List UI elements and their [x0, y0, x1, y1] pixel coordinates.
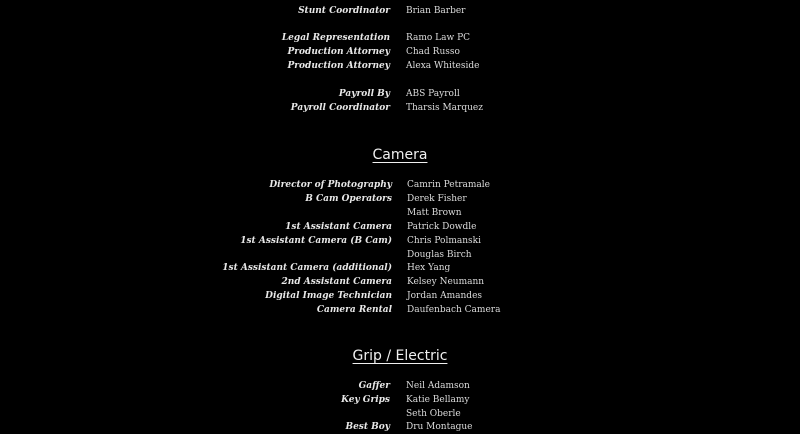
credit-row [0, 234, 800, 248]
credit-role: Gaffer [358, 381, 390, 391]
credit-row [0, 4, 800, 18]
credit-row [0, 261, 800, 275]
credit-row [0, 59, 800, 73]
credit-name: Seth Oberle [406, 409, 461, 419]
credit-row [0, 87, 800, 101]
credit-name: Matt Brown [407, 208, 462, 218]
credit-name: Ramo Law PC [406, 33, 471, 43]
credit-row [0, 393, 800, 407]
credit-role: Digital Image Technician [265, 291, 392, 301]
section-heading-camera: Camera [372, 147, 428, 163]
credit-name: Jordan Amandes [407, 291, 483, 301]
credit-name: Patrick Dowdle [407, 222, 477, 232]
credit-name: ABS Payroll [406, 89, 460, 99]
credit-row [0, 275, 800, 289]
credit-row [0, 178, 800, 192]
credit-name: Camrin Petramale [407, 180, 490, 190]
credit-name: Kelsey Neumann [407, 277, 485, 287]
credit-role: B Cam Operators [305, 194, 392, 204]
credit-role: Best Boy [345, 422, 390, 432]
credit-row [0, 45, 800, 59]
credit-role: Camera Rental [316, 305, 392, 315]
credit-row [0, 303, 800, 317]
credit-name: Brian Barber [406, 6, 466, 16]
credit-name: Douglas Birch [407, 250, 472, 260]
credit-role: Legal Representation [281, 33, 390, 43]
credit-role: Payroll Coordinator [290, 103, 390, 113]
credit-name: Alexa Whiteside [406, 61, 480, 71]
credit-name: Chris Polmanski [407, 236, 481, 246]
credit-role: 2nd Assistant Camera [281, 277, 392, 287]
credit-role: Stunt Coordinator [298, 6, 390, 16]
credit-role: Production Attorney [287, 61, 390, 71]
credit-row [0, 31, 800, 45]
credit-row [0, 220, 800, 234]
credit-name: Derek Fisher [407, 194, 467, 204]
credit-role: Key Grips [341, 395, 390, 405]
credit-name: Chad Russo [406, 47, 460, 57]
credit-role: Production Attorney [287, 47, 390, 57]
credit-name: Katie Bellamy [406, 395, 470, 405]
credit-row [0, 407, 800, 421]
credit-name: Dru Montague [406, 422, 473, 432]
credit-role: 1st Assistant Camera (additional) [222, 263, 392, 273]
section-heading-grip-electric: Grip / Electric [352, 348, 448, 364]
credit-row [0, 101, 800, 115]
credit-row [0, 192, 800, 206]
credit-row [0, 206, 800, 220]
credit-name: Daufenbach Camera [407, 305, 501, 315]
credit-name: Hex Yang [407, 263, 451, 273]
credit-name: Neil Adamson [406, 381, 470, 391]
credit-row [0, 379, 800, 393]
credit-role: Payroll By [338, 89, 390, 99]
credit-role: Director of Photography [269, 180, 392, 190]
credit-role: 1st Assistant Camera [285, 222, 392, 232]
credit-role: 1st Assistant Camera (B Cam) [240, 236, 392, 246]
credit-row [0, 248, 800, 262]
credit-name: Tharsis Marquez [406, 103, 483, 113]
credit-row [0, 289, 800, 303]
